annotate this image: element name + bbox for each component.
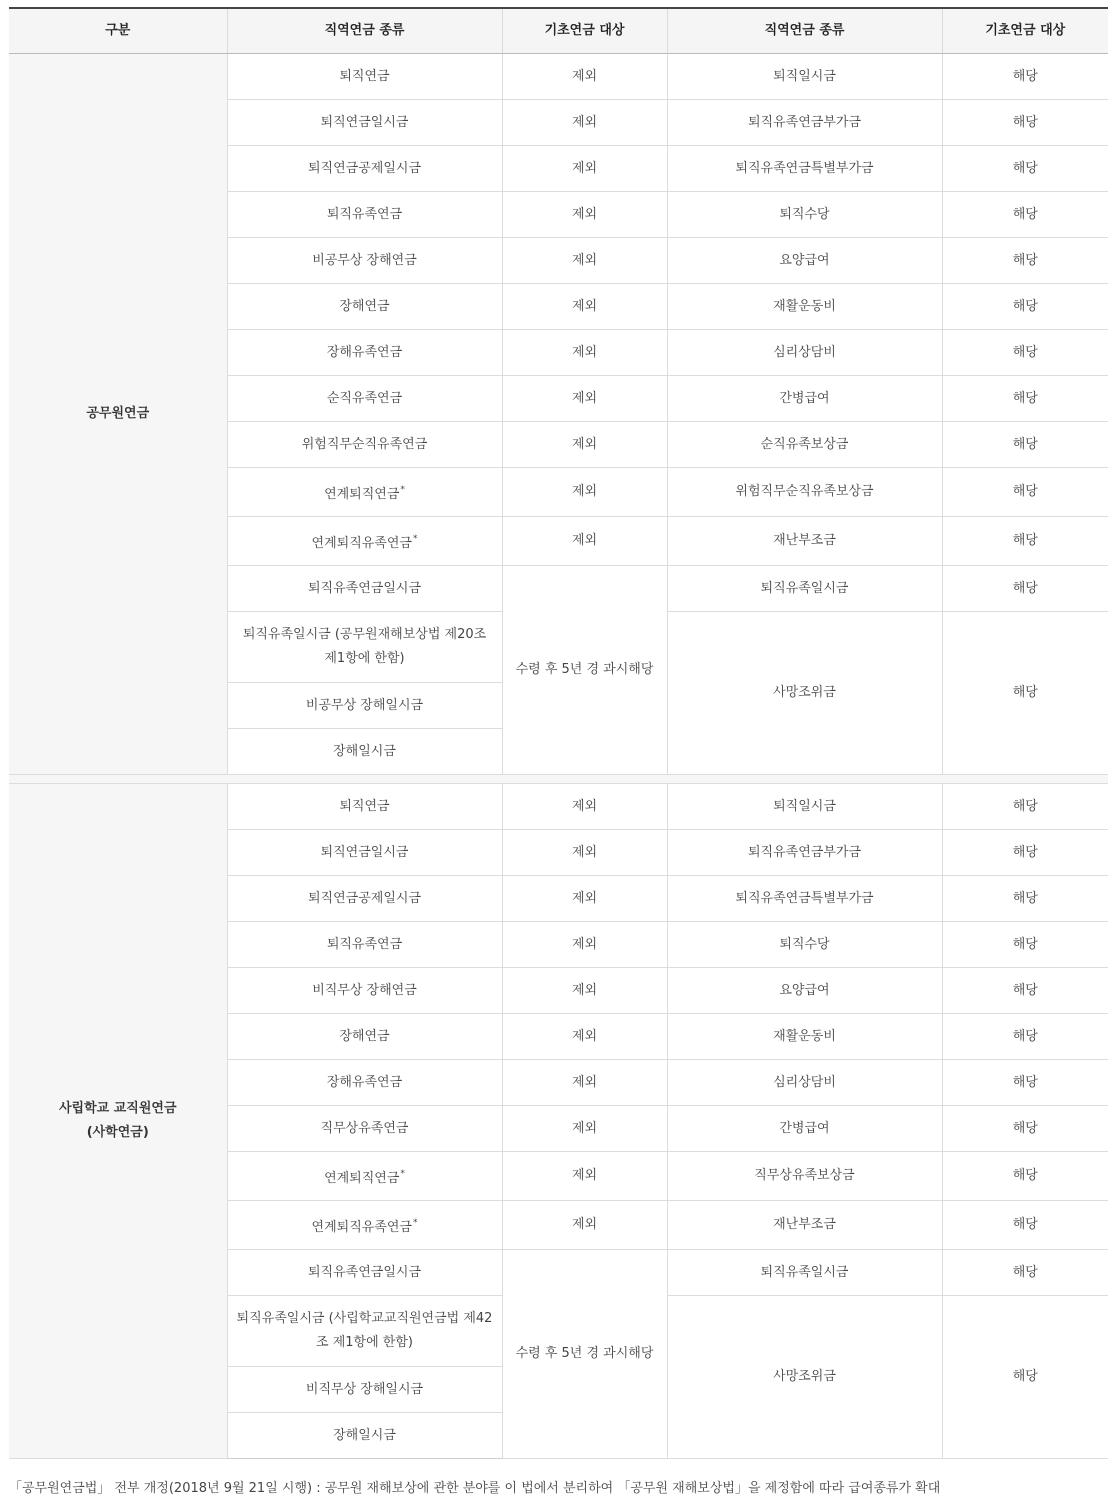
pension-type-cell: 장해유족연금 <box>227 1060 502 1106</box>
eligibility-cell: 제외 <box>502 1014 667 1060</box>
eligibility-cell-merged: 수령 후 5년 경 과시해당 <box>502 566 667 775</box>
pension-type-cell <box>227 468 502 517</box>
pension-type-cell: 위험직무순직유족연금 <box>227 422 502 468</box>
pension-type-cell: 퇴직연금 <box>227 784 502 830</box>
eligibility-cell: 제외 <box>502 1060 667 1106</box>
eligibility-cell: 해당 <box>942 100 1108 146</box>
eligibility-cell: 해당 <box>942 968 1108 1014</box>
eligibility-cell: 해당 <box>942 54 1108 100</box>
eligibility-cell: 해당 <box>942 922 1108 968</box>
eligibility-cell: 제외 <box>502 284 667 330</box>
table-header <box>9 8 1108 54</box>
header-category: 구분 <box>9 8 227 54</box>
pension-type-cell: 요양급여 <box>667 968 942 1014</box>
eligibility-cell: 제외 <box>502 192 667 238</box>
pension-type-cell: 장해일시금 <box>227 729 502 775</box>
pension-type-cell: 재난부조금 <box>667 517 942 566</box>
pension-type-cell: 퇴직유족연금특별부가금 <box>667 146 942 192</box>
eligibility-cell: 제외 <box>502 146 667 192</box>
pension-type-cell: 재활운동비 <box>667 1014 942 1060</box>
asterisk-mark: * <box>400 1168 405 1179</box>
pension-type-cell: 퇴직유족연금부가금 <box>667 100 942 146</box>
pension-type-label: 연계퇴직유족연금 <box>311 535 412 551</box>
pension-type-cell: 직무상유족연금 <box>227 1106 502 1152</box>
eligibility-cell: 해당 <box>942 192 1108 238</box>
eligibility-cell: 제외 <box>502 1152 667 1201</box>
footnote: 「공무원연금법」 전부 개정(2018년 9월 21일 시행) : 공무원 재해보상에 관한 분야를 이 법에서 분리하여 「공무원 재해보상법」을 제정함에 따라 급여종류가 확대 <box>9 1481 941 1496</box>
eligibility-cell: 해당 <box>942 1106 1108 1152</box>
pension-type-cell: 장해유족연금 <box>227 330 502 376</box>
pension-type-cell: 간병급여 <box>667 376 942 422</box>
header-basic-pension-1: 기초연금 대상 <box>502 8 667 54</box>
pension-type-cell: 퇴직유족일시금 <box>667 1250 942 1296</box>
eligibility-cell-merged: 해당 <box>942 1296 1108 1459</box>
eligibility-cell: 해당 <box>942 422 1108 468</box>
pension-type-cell: 위험직무순직유족보상금 <box>667 468 942 517</box>
pension-type-cell: 퇴직유족연금 <box>227 192 502 238</box>
eligibility-cell: 제외 <box>502 784 667 830</box>
pension-table <box>9 7 1108 1459</box>
pension-type-cell: 퇴직연금일시금 <box>227 100 502 146</box>
eligibility-cell-merged: 해당 <box>942 612 1108 775</box>
pension-type-cell: 퇴직연금 <box>227 54 502 100</box>
eligibility-cell: 제외 <box>502 922 667 968</box>
table-body <box>9 54 1108 1459</box>
pension-type-cell: 퇴직수당 <box>667 192 942 238</box>
eligibility-cell: 해당 <box>942 566 1108 612</box>
eligibility-cell-merged: 수령 후 5년 경 과시해당 <box>502 1250 667 1459</box>
pension-type-cell: 직무상유족보상금 <box>667 1152 942 1201</box>
eligibility-cell: 제외 <box>502 376 667 422</box>
pension-type-cell: 퇴직수당 <box>667 922 942 968</box>
pension-type-cell: 퇴직유족연금일시금 <box>227 566 502 612</box>
eligibility-cell: 제외 <box>502 468 667 517</box>
eligibility-cell: 해당 <box>942 1060 1108 1106</box>
group-label-civil-servant: 공무원연금 <box>9 54 227 775</box>
pension-type-label: 연계퇴직연금 <box>324 1170 400 1186</box>
eligibility-cell: 제외 <box>502 968 667 1014</box>
table-row <box>9 54 1108 100</box>
pension-type-cell: 퇴직유족일시금 (공무원재해보상법 제20조 제1항에 한함) <box>227 612 502 683</box>
eligibility-cell: 해당 <box>942 146 1108 192</box>
pension-type-cell: 간병급여 <box>667 1106 942 1152</box>
pension-type-label: 연계퇴직유족연금 <box>311 1219 412 1235</box>
group-label-line: (사학연금) <box>86 1125 149 1140</box>
pension-type-cell: 퇴직연금공제일시금 <box>227 146 502 192</box>
pension-type-cell: 퇴직유족연금 <box>227 922 502 968</box>
eligibility-cell: 해당 <box>942 830 1108 876</box>
eligibility-cell: 해당 <box>942 517 1108 566</box>
pension-type-cell: 퇴직유족일시금 <box>667 566 942 612</box>
pension-type-cell: 순직유족보상금 <box>667 422 942 468</box>
pension-type-cell: 퇴직유족일시금 (사립학교교직원연금법 제42조 제1항에 한함) <box>227 1296 502 1367</box>
pension-type-cell: 퇴직연금일시금 <box>227 830 502 876</box>
eligibility-cell: 해당 <box>942 330 1108 376</box>
pension-type-cell: 비공무상 장해일시금 <box>227 683 502 729</box>
eligibility-cell: 제외 <box>502 1106 667 1152</box>
pension-type-cell: 심리상담비 <box>667 1060 942 1106</box>
pension-type-cell: 비공무상 장해연금 <box>227 238 502 284</box>
pension-type-cell: 순직유족연금 <box>227 376 502 422</box>
pension-type-cell: 요양급여 <box>667 238 942 284</box>
pension-type-cell: 재난부조금 <box>667 1201 942 1250</box>
pension-type-cell: 장해일시금 <box>227 1413 502 1459</box>
eligibility-cell: 해당 <box>942 238 1108 284</box>
eligibility-cell: 해당 <box>942 376 1108 422</box>
pension-type-cell: 퇴직유족연금부가금 <box>667 830 942 876</box>
eligibility-cell: 제외 <box>502 100 667 146</box>
pension-type-cell-merged: 사망조위금 <box>667 612 942 775</box>
pension-type-cell <box>227 1201 502 1250</box>
eligibility-cell: 해당 <box>942 1014 1108 1060</box>
eligibility-cell: 제외 <box>502 422 667 468</box>
eligibility-cell: 제외 <box>502 517 667 566</box>
eligibility-cell: 해당 <box>942 1201 1108 1250</box>
eligibility-cell: 해당 <box>942 1152 1108 1201</box>
pension-type-cell: 재활운동비 <box>667 284 942 330</box>
group-label-private-school <box>9 784 227 1459</box>
asterisk-mark: * <box>412 533 418 544</box>
group-label-line: 사립학교 교직원연금 <box>58 1101 177 1116</box>
eligibility-cell: 제외 <box>502 1201 667 1250</box>
eligibility-cell: 해당 <box>942 1250 1108 1296</box>
eligibility-cell: 제외 <box>502 54 667 100</box>
group-separator <box>9 775 1108 784</box>
table-row <box>9 784 1108 830</box>
pension-type-cell-merged: 사망조위금 <box>667 1296 942 1459</box>
eligibility-cell: 제외 <box>502 330 667 376</box>
eligibility-cell: 해당 <box>942 468 1108 517</box>
eligibility-cell: 제외 <box>502 830 667 876</box>
pension-type-cell: 퇴직연금공제일시금 <box>227 876 502 922</box>
header-basic-pension-2: 기초연금 대상 <box>942 8 1108 54</box>
pension-type-cell <box>227 1152 502 1201</box>
asterisk-mark: * <box>400 484 405 495</box>
pension-type-cell: 퇴직유족연금특별부가금 <box>667 876 942 922</box>
pension-type-cell: 비직무상 장해연금 <box>227 968 502 1014</box>
header-pension-type-1: 직역연금 종류 <box>227 8 502 54</box>
header-pension-type-2: 직역연금 종류 <box>667 8 942 54</box>
eligibility-cell: 해당 <box>942 876 1108 922</box>
pension-type-cell <box>227 517 502 566</box>
pension-type-cell: 퇴직일시금 <box>667 784 942 830</box>
pension-type-cell: 비직무상 장해일시금 <box>227 1367 502 1413</box>
eligibility-cell: 해당 <box>942 784 1108 830</box>
separator-cell <box>9 775 1108 784</box>
pension-type-cell: 퇴직일시금 <box>667 54 942 100</box>
pension-type-cell: 장해연금 <box>227 284 502 330</box>
pension-type-label: 연계퇴직연금 <box>324 486 400 502</box>
pension-type-cell: 퇴직유족연금일시금 <box>227 1250 502 1296</box>
pension-type-cell: 심리상담비 <box>667 330 942 376</box>
asterisk-mark: * <box>412 1217 418 1228</box>
eligibility-cell: 해당 <box>942 284 1108 330</box>
pension-type-cell: 장해연금 <box>227 1014 502 1060</box>
eligibility-cell: 제외 <box>502 238 667 284</box>
eligibility-cell: 제외 <box>502 876 667 922</box>
